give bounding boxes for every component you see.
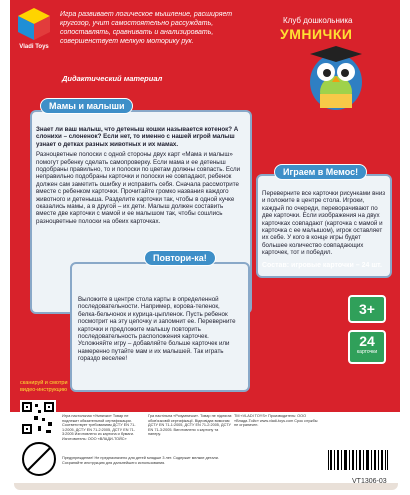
cube-icon — [16, 6, 52, 42]
footer-column-3: ТМ «VLADI TOYS» Производитель: ООО «Влади-Тойс» www.vladi-toys.com Срок службы не ограничен. — [234, 414, 318, 428]
section-moms-body: Разноцветные полоски с одной стороны двух карт «Мама и малыш» помогут ребенку сделать самопроверку. Если мама и ее детеныш подобраны правильно, то и полоски по цветам должны совпасть. Если неправильно подобраны карточки и полоски не совпадают, ребенок должен сам заметить ошибку и исправить себя. Сначала рассмотрите вместе с ребенком карточки. Прочитайте громко названия каждого животного и детеныша. Разделите карточки так, чтобы в одной кучке оказались мамы, а в другой – их дети. Малыш должен составить вместе две карточки с мамой и ее малышом так, чтобы сошлись разноцветные полоски на обеих карточках. — [36, 151, 241, 225]
didactic-label: Дидактический материал — [62, 74, 163, 83]
section-memo-text: Переверните все карточки рисунками вниз и положите в центре стола. Игроки, каждый по очереди, переворачивают по две карточки. Если изображения на двух карточках совпадают (карточка с мамой и карточка с ее малышом), игрок оставляет их себе. У кого в конце игры будет большее количество совпадающих карточек, тот и победил. — [262, 190, 386, 257]
section-memo-title: Играем в Мемос! — [274, 164, 367, 180]
section-moms-lead: Знает ли ваш малыш, что детеныш кошки называется котенок? А слонихи – слоненок? Если нет, то именно с нашей игрой малыш узнает о детках разных животных и их мамах. — [36, 126, 239, 148]
owl-mascot-icon — [300, 42, 372, 114]
vladi-toys-logo — [12, 4, 56, 56]
qr-note: сканируй и смотри видео-инструкцию — [20, 380, 68, 393]
section-repeat-title: Повтори-ка! — [144, 250, 216, 266]
footer-warning: Предупреждение! Не предназначено для детей младше 3 лет. Содержит мелкие детали. Сохраняйте инструкцию для дальнейшего использования. — [62, 456, 219, 465]
age-warning-icon — [20, 440, 58, 478]
product-code: VT1306-03 — [352, 478, 387, 485]
footer-column-2: Гра настільна «Розумнички». Товар не підлягає обов'язковій сертифікації. Відповідає вимогам ДСТУ EN 71-1:2005, ДСТУ EN 71-2:2005, ДСТУ EN 71-3:2005. Виготовлено з картону та паперу. — [148, 414, 232, 437]
brand-name: Vladi Toys — [19, 44, 49, 50]
section-repeat-text: Выложите в центре стола карты в определенной последовательности. Например, корова-теленок, белка-бельчонок и курица-цыпленок. Пусть ребенок посмотрит на эту цепочку и запомнит ее. Переверните карточки и предложите малышу повторить последовательность расположения карточек. Усложняйте игру – добавляйте больше карточек или намеренно путайте мам и их малышей. Так играть гораздо веселее! — [78, 296, 236, 363]
composition-label: Состав: игровые карточки – 24 шт. — [262, 262, 382, 269]
brand-title: УМНИЧКИ — [280, 26, 353, 42]
section-moms-text — [36, 126, 244, 225]
cards-count-badge — [348, 330, 386, 364]
cards-label: карточки — [356, 349, 378, 355]
age-badge: 3+ — [348, 295, 386, 323]
section-moms-title: Мамы и малыши — [40, 98, 133, 114]
footer-column-1: Игра настольная «Умнички» Товар не подлежит обязательной сертификации. Соответствует требованиям ДСТУ EN 71-1:2005, ДСТУ EN 71-2:2005, ДСТУ EN 71-3:2005 Изготовлено из картона и бумаги. Изготовитель: ООО «ВЛАДИ-ТОЙС» — [62, 414, 136, 441]
intro-text: Игра развивает логическое мышление, расширяет кругозор, учит самостоятельно рассуждать, сопоставлять, сравнивать и анализировать, совершенствует мелкую моторику рук. — [60, 11, 233, 45]
club-label: Клуб дошкольника — [283, 16, 353, 25]
cards-count: 24 — [359, 333, 375, 349]
qr-code-icon — [20, 400, 56, 436]
barcode-icon — [326, 448, 390, 474]
